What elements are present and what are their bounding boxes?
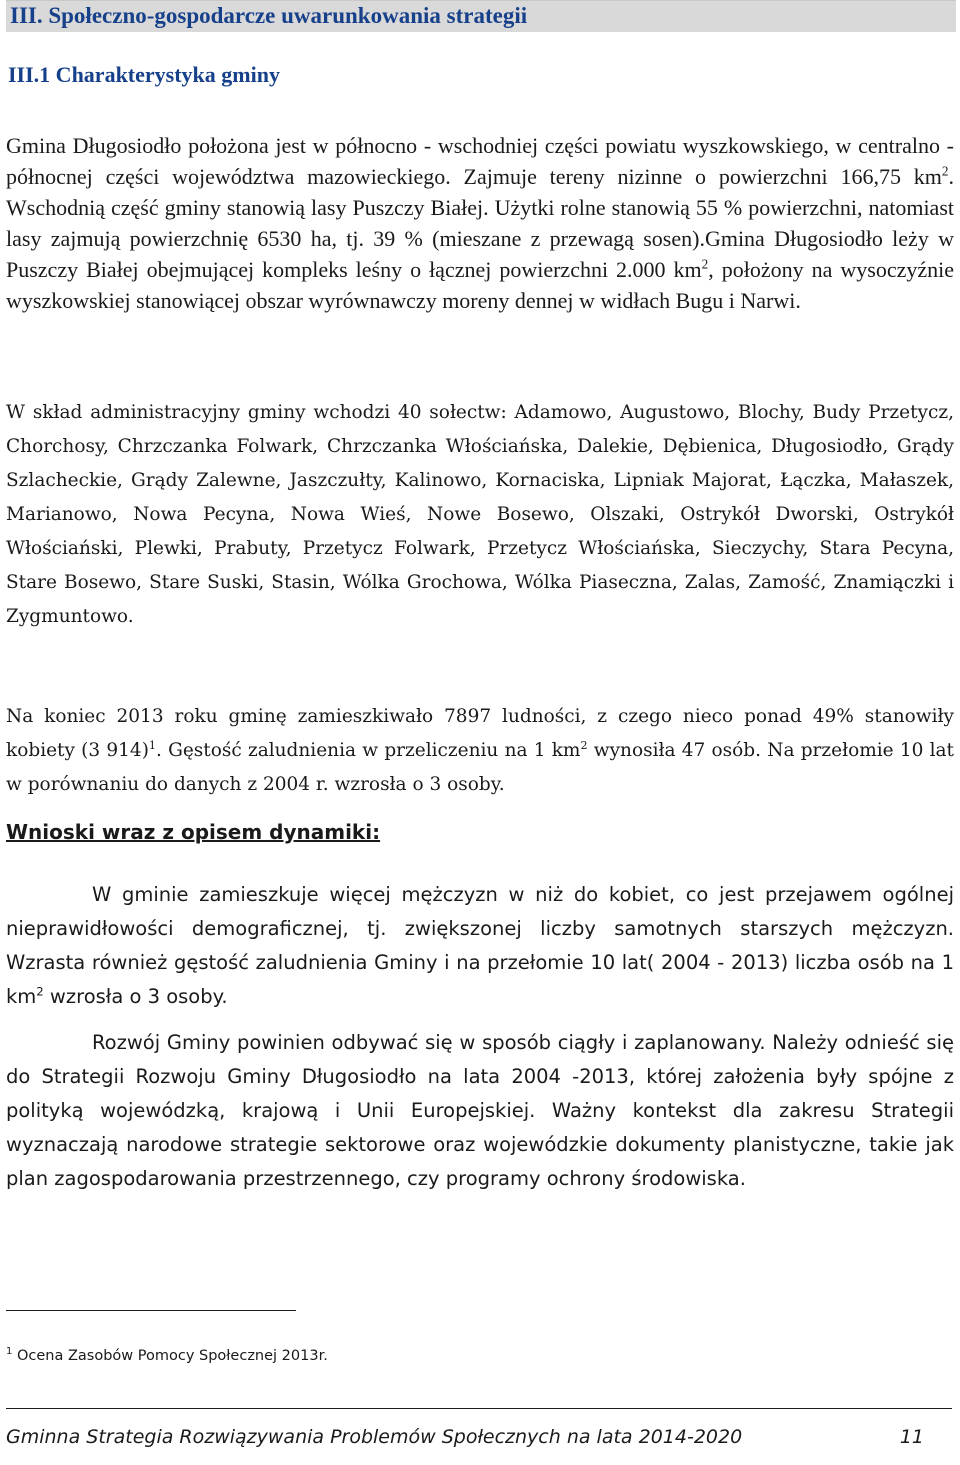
superscript-2: 2 [701,256,709,272]
page-number: 11 [899,1426,924,1448]
para3-text-a: Na koniec 2013 roku gminę zamieszkiwało 7897 ludności, z czego nieco ponad 49% stanowiły kobiety (3 914) [6,706,954,761]
footnote-separator [6,1310,296,1311]
section-heading: III. Społeczno-gospodarcze uwarunkowania strategii [6,0,956,32]
para1-text-b: . Wschodnią część gminy stanowią lasy Puszczy Białej. Użytki rolne stanowią 55 % powierzchni, natomiast lasy zajmują powierzchnię 6530 ha, tj. 39 % (mieszane z przewagą sosen).Gmina Długosiodło leży w Puszczy Białej obejmującej kompleks leśny o łącznej powierzchni 2.000 km [6,164,954,282]
superscript-2: 2 [580,738,588,752]
paragraph-development: Rozwój Gminy powinien odbywać się w sposób ciągły i zaplanowany. Należy odnieść się do Strategii Rozwoju Gminy Długosiodło na lata 2004 -2013, której założenia były spójne z polityką wojewódzką, krajową i Unii Europejskiej. Ważny kontekst dla zakresu Strategii wyznaczają narodowe strategie sektorowe oraz wojewódzkie dokumenty planistyczne, takie jak plan zagospodarowania przestrzennego, czy programy ochrony środowiska. [6,1031,954,1190]
para3-text-b: . Gęstość zaludnienia w przeliczeniu na 1 km [155,740,581,761]
paragraph-solectwa: W skład administracyjny gminy wchodzi 40 sołectw: Adamowo, Augustowo, Blochy, Budy Przetycz, Chorchosy, Chrzczanka Folwark, Chrzczanka Włościańska, Dalekie, Dębienica, Długosiodło, Grądy Szlacheckie, Grądy Zalewne, Jaszczułty, Kalinowo, Kornaciska, Lipniak Majorat, Łączka, Małaszek, Marianowo, Nowa Pecyna, Nowa Wieś, Nowe Bosewo, Olszaki, Ostrykół Dworski, Ostrykół Włościański, Plewki, Prabuty, Przetycz Folwark, Przetycz Włościańska, Sieczychy, Stara Pecyna, Stare Bosewo, Stare Suski, Stasin, Wólka Grochowa, Wólka Piaseczna, Zalas, Zamość, Znamiączki i Zygmuntowo. [6,402,954,627]
footnote [6,1346,328,1366]
footnote-text: Ocena Zasobów Pomocy Społecznej 2013r. [12,1348,328,1364]
superscript-2: 2 [36,984,44,999]
footnote-number: 1 [6,1346,13,1358]
para1-text-a: Gmina Długosiodło położona jest w północno - wschodniej części powiatu wyszkowskiego, w centralno - północnej części województwa mazowieckiego. Zajmuje tereny nizinne o powierzchni 166,75 km [6,133,954,189]
para3-text-c: wynosiła 47 osób. Na przełomie 10 lat w porównaniu do danych z 2004 r. wzrosła o 3 osoby. [6,740,954,795]
conclusions-heading: Wnioski wraz z opisem dynamiki: [6,820,381,844]
footer-title: Gminna Strategia Rozwiązywania Problemów Społecznych na lata 2014-2020 [6,1426,743,1448]
paragraph-conclusions [6,878,954,1014]
superscript-2: 2 [941,163,949,179]
page-footer [6,1408,952,1455]
subsection-heading: III.1 Charakterystyka gminy [8,62,280,87]
para4-text-b: wzrosła o 3 osoby. [43,985,228,1008]
para1-text-c: , położony na wysoczyźnie wyszkowskiej stanowiącej obszar wyrównawczy moreny dennej w widłach Bugu i Narwi. [6,257,954,313]
para4-text-a: W gminie zamieszkuje więcej mężczyzn w niż do kobiet, co jest przejawem ogólnej nieprawidłowości demograficznej, tj. zwiększonej liczby samotnych starszych mężczyzn. Wzrasta również gęstość zaludnienia Gminy i na przełomie 10 lat( 2004 - 2013) liczba osób na 1 km [6,883,954,1008]
paragraph-population [6,700,954,802]
paragraph-location [6,130,954,316]
footnote-reference: 1 [148,738,156,752]
